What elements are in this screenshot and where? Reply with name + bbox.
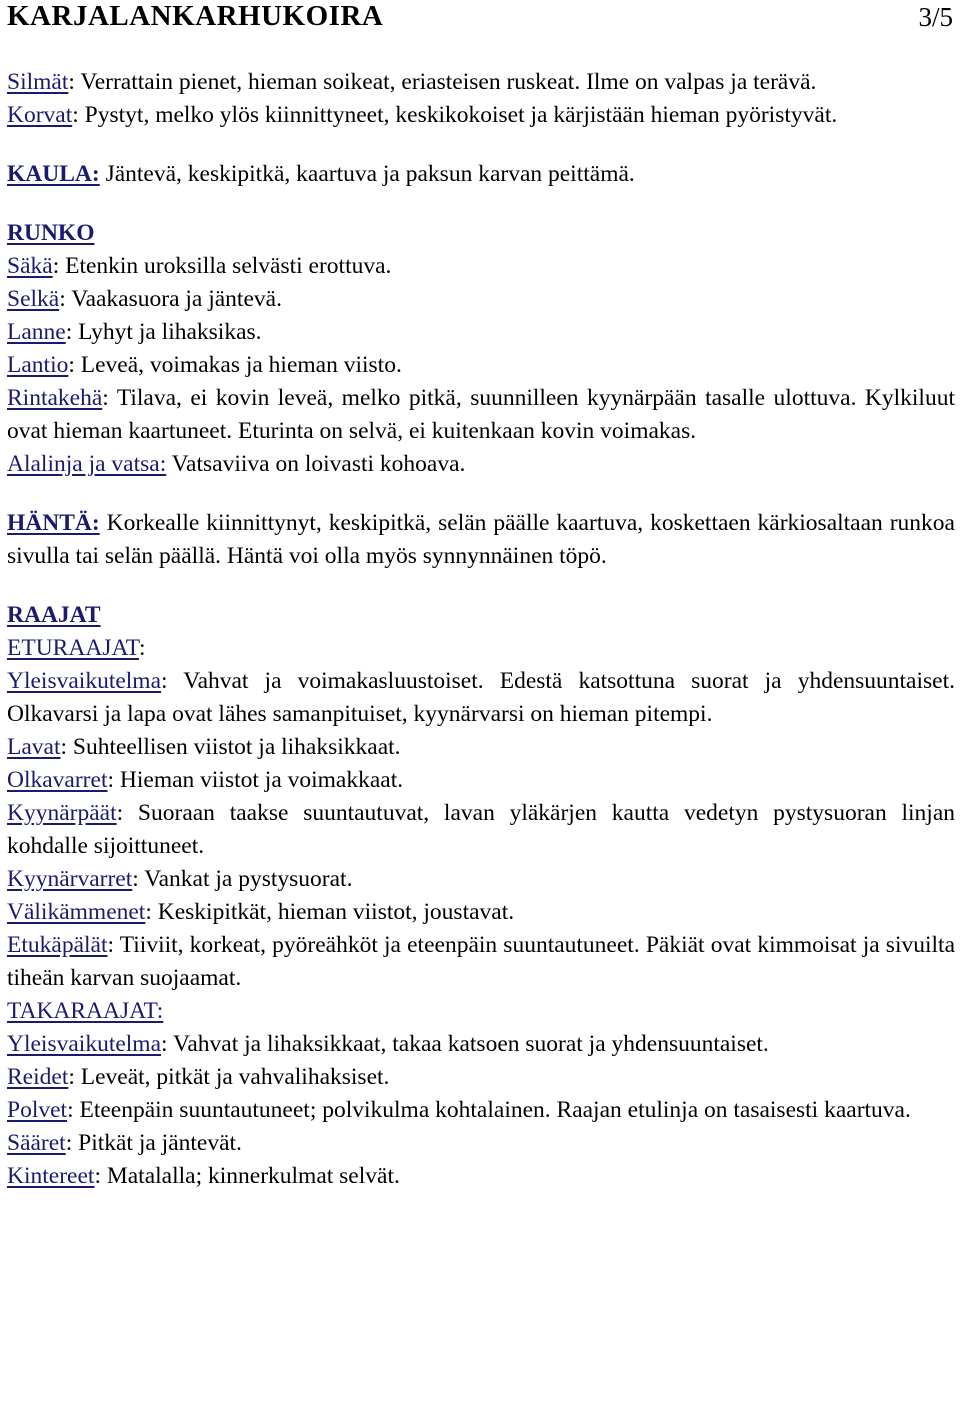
paragraph-lanne — [7, 316, 955, 349]
heading-eturaajat: ETURAAJAT — [7, 635, 139, 661]
label-front-yleisvaikutelma: Yleisvaikutelma — [7, 668, 162, 694]
text-lantio: : Leveä, voimakas ja hieman viisto. — [68, 352, 402, 378]
heading-eturaajat-line — [7, 632, 955, 665]
text-lavat: : Suhteellisen viistot ja lihaksikkaat. — [60, 734, 401, 760]
page-number: 3/5 — [918, 2, 953, 32]
label-saka: Säkä — [7, 253, 53, 279]
label-lavat: Lavat — [7, 734, 61, 760]
heading-raajat-line — [7, 599, 955, 632]
label-rintakeha: Rintakehä — [7, 385, 103, 411]
page-header — [7, 0, 955, 34]
paragraph-kaula — [7, 158, 955, 191]
heading-takaraajat: TAKARAAJAT: — [7, 998, 164, 1024]
text-reidet: : Leveät, pitkät ja vahvalihaksiset. — [68, 1064, 390, 1090]
heading-takaraajat-line — [7, 995, 955, 1028]
paragraph-olkavarret — [7, 764, 955, 797]
text-saaret: : Pitkät ja jäntevät. — [65, 1130, 242, 1156]
text-kyynarvarret: : Vankat ja pystysuorat. — [132, 866, 353, 892]
text-korvat: : Pystyt, melko ylös kiinnittyneet, keskikokoiset ja kärjistään hieman pyöristyvät. — [72, 102, 838, 128]
text-saka: : Etenkin uroksilla selvästi erottuva. — [52, 253, 392, 279]
text-polvet: : Eteenpäin suuntautuneet; polvikulma kohtalainen. Raajan etulinja on tasaisesti kaartuva. — [67, 1097, 911, 1123]
text-kyynarpaat: : Suoraan taakse suuntautuvat, lavan yläkärjen kautta vedetyn pystysuoran linjan kohdalle sijoittuneet. — [7, 800, 955, 859]
paragraph-selka — [7, 283, 955, 316]
label-kyynarpaat: Kyynärpäät — [7, 800, 117, 826]
heading-kaula: KAULA: — [7, 161, 100, 187]
paragraph-rintakeha — [7, 382, 955, 448]
heading-eturaajat-suffix: : — [139, 635, 146, 661]
heading-runko-line — [7, 217, 955, 250]
paragraph-korvat — [7, 99, 955, 132]
label-alalinja: Alalinja ja vatsa: — [7, 451, 167, 477]
paragraph-lavat — [7, 731, 955, 764]
text-etukapalat: : Tiiviit, korkeat, pyöreähköt ja eteenpäin suuntautuneet. Päkiät ovat kimmoisat ja sivuilta tiheän karvan suojaamat. — [7, 932, 955, 991]
spacer — [7, 132, 955, 158]
spacer — [7, 191, 955, 217]
text-rintakeha: : Tilava, ei kovin leveä, melko pitkä, suunnilleen kyynärpään tasalle ulottuva. Kylkiluut ovat hieman kaartuneet. Eturinta on selvä, ei kuitenkaan kovin voimakas. — [7, 385, 955, 444]
label-korvat: Korvat — [7, 102, 73, 128]
text-kaula: Jäntevä, keskipitkä, kaartuva ja paksun karvan peittämä. — [99, 161, 635, 187]
document-title: KARJALANKARHUKOIRA — [7, 0, 384, 32]
paragraph-kyynarvarret — [7, 863, 955, 896]
paragraph-alalinja — [7, 448, 955, 481]
heading-hanta: HÄNTÄ: — [7, 510, 100, 536]
document-body — [7, 66, 955, 1193]
spacer — [7, 573, 955, 599]
text-alalinja: Vatsaviiva on loivasti kohoava. — [166, 451, 466, 477]
text-silmat: : Verrattain pienet, hieman soikeat, eriasteisen ruskeat. Ilme on valpas ja terävä. — [68, 69, 817, 95]
paragraph-reidet — [7, 1061, 955, 1094]
text-kintereet: : Matalalla; kinnerkulmat selvät. — [94, 1163, 400, 1189]
heading-raajat: RAAJAT — [7, 602, 101, 628]
text-hanta: Korkealle kiinnittynyt, keskipitkä, selän päälle kaartuva, koskettaen kärkiosaltaan runkoa sivulla tai selän päällä. Häntä voi olla myös synnynnäinen töpö. — [7, 510, 955, 569]
label-olkavarret: Olkavarret — [7, 767, 108, 793]
spacer — [7, 481, 955, 507]
text-rear-yleisvaikutelma: : Vahvat ja lihaksikkaat, takaa katsoen suorat ja yhdensuuntaiset. — [161, 1031, 769, 1057]
text-selka: : Vaakasuora ja jäntevä. — [59, 286, 282, 312]
paragraph-valikammenet — [7, 896, 955, 929]
paragraph-etukapalat — [7, 929, 955, 995]
paragraph-lantio — [7, 349, 955, 382]
label-etukapalat: Etukäpälät — [7, 932, 108, 958]
paragraph-kintereet — [7, 1160, 955, 1193]
label-reidet: Reidet — [7, 1064, 69, 1090]
paragraph-saaret — [7, 1127, 955, 1160]
paragraph-hanta — [7, 507, 955, 573]
paragraph-front-yleisvaikutelma — [7, 665, 955, 731]
text-lanne: : Lyhyt ja lihaksikas. — [65, 319, 262, 345]
label-selka: Selkä — [7, 286, 60, 312]
label-rear-yleisvaikutelma: Yleisvaikutelma — [7, 1031, 162, 1057]
label-kintereet: Kintereet — [7, 1163, 95, 1189]
label-lanne: Lanne — [7, 319, 66, 345]
label-silmat: Silmät — [7, 69, 69, 95]
heading-runko: RUNKO — [7, 220, 95, 246]
paragraph-silmat — [7, 66, 955, 99]
label-kyynarvarret: Kyynärvarret — [7, 866, 133, 892]
text-valikammenet: : Keskipitkät, hieman viistot, joustavat. — [145, 899, 515, 925]
text-front-yleisvaikutelma: : Vahvat ja voimakasluustoiset. Edestä katsottuna suorat ja yhdensuuntaiset. Olkavarsi ja lapa ovat lähes samanpituiset, kyynärvarsi on hieman pitempi. — [7, 668, 955, 727]
document-page — [7, 0, 955, 1189]
label-polvet: Polvet — [7, 1097, 68, 1123]
paragraph-kyynarpaat — [7, 797, 955, 863]
label-lantio: Lantio — [7, 352, 69, 378]
paragraph-saka — [7, 250, 955, 283]
paragraph-polvet — [7, 1094, 955, 1127]
label-valikammenet: Välikämmenet — [7, 899, 146, 925]
paragraph-rear-yleisvaikutelma — [7, 1028, 955, 1061]
label-saaret: Sääret — [7, 1130, 66, 1156]
text-olkavarret: : Hieman viistot ja voimakkaat. — [107, 767, 404, 793]
